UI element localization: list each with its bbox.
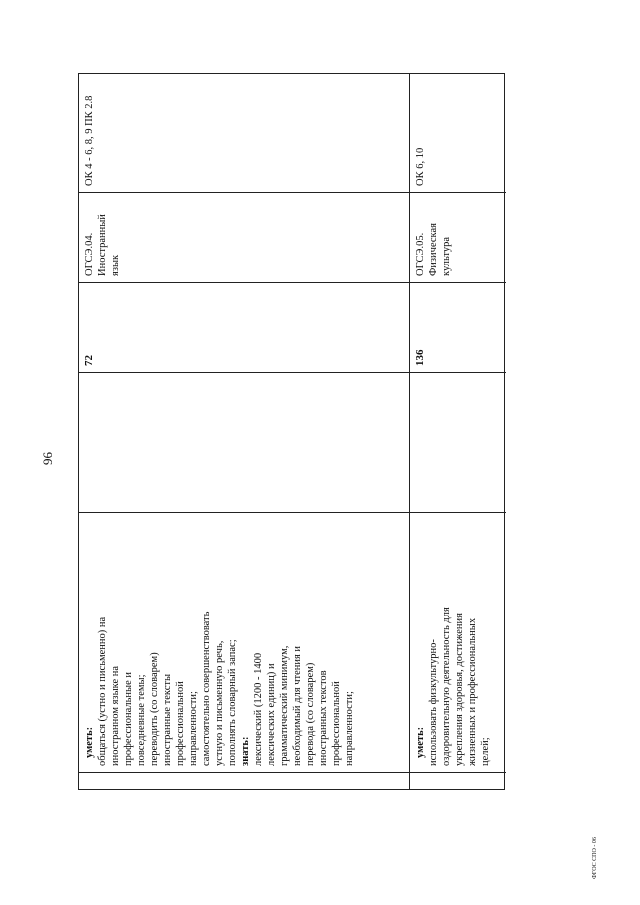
footer-code: ФГОС СПО - 06 xyxy=(591,837,598,879)
skills-line: лексических единиц) и xyxy=(266,663,277,766)
discipline-name: ОГСЭ.04. Иностранный язык xyxy=(84,214,121,276)
skills-line: профессиональной xyxy=(175,681,186,766)
skills-line: жизненных и профессиональных xyxy=(467,617,478,766)
curriculum-table xyxy=(78,73,505,790)
discipline-cell xyxy=(410,192,506,282)
empty-cell xyxy=(79,372,409,512)
hours-value: 136 xyxy=(414,349,426,366)
discipline-cell xyxy=(79,192,409,282)
competences-value: ОК 6, 10 xyxy=(415,147,426,186)
hours-cell xyxy=(79,282,409,372)
skills-line: необходимый для чтения и xyxy=(292,645,303,766)
index-cell xyxy=(79,772,409,789)
skills-line: лексический (1200 - 1400 xyxy=(253,652,264,766)
skills-line: направленности; xyxy=(344,691,355,766)
page-number: 96 xyxy=(40,452,55,465)
skills-line: повседневные темы; xyxy=(136,674,147,766)
empty-cell xyxy=(410,372,506,512)
skills-line: иностранные тексты xyxy=(162,673,173,766)
competences-value: ОК 4 - 6, 8, 9 ПК 2.8 xyxy=(84,95,95,186)
knowledge-heading: знать: xyxy=(240,736,251,766)
skills-line: общаться (устно и письменно) на xyxy=(97,616,108,766)
skills-line: грамматический минимум, xyxy=(279,645,290,766)
skills-line: целей; xyxy=(480,737,491,766)
table-row xyxy=(410,74,506,789)
skills-cell xyxy=(410,512,506,772)
skills-line: самостоятельно совершенствовать xyxy=(201,611,212,766)
skills-line: оздоровительную деятельность для xyxy=(441,607,452,766)
skills-line: устную и письменную речь, xyxy=(214,640,225,766)
skills-line: использовать физкультурно- xyxy=(428,639,439,766)
skills-line: переводить (со словарем) xyxy=(149,652,160,766)
skills-line: иностранных текстов xyxy=(318,670,329,766)
skills-line: пополнять словарный запас; xyxy=(227,639,238,766)
rotated-sheet xyxy=(78,73,505,790)
skills-line: профессиональной xyxy=(331,681,342,766)
competences-cell xyxy=(79,72,409,192)
table-row xyxy=(79,74,410,789)
skills-line: профессиональные и xyxy=(123,671,134,766)
skills-line: направленности; xyxy=(188,691,199,766)
skills-line: укрепления здоровья, достижения xyxy=(454,613,465,766)
hours-value: 72 xyxy=(83,355,95,366)
hours-cell xyxy=(410,282,506,372)
skills-line: перевода (со словарем) xyxy=(305,662,316,766)
competences-cell xyxy=(410,72,506,192)
index-cell xyxy=(410,772,506,789)
skills-heading: уметь: xyxy=(415,726,426,758)
skills-line: иностранном языке на xyxy=(110,665,121,766)
skills-cell xyxy=(79,512,409,772)
skills-heading: уметь: xyxy=(84,726,95,758)
discipline-name: ОГСЭ.05. Физическая культура xyxy=(415,223,452,276)
